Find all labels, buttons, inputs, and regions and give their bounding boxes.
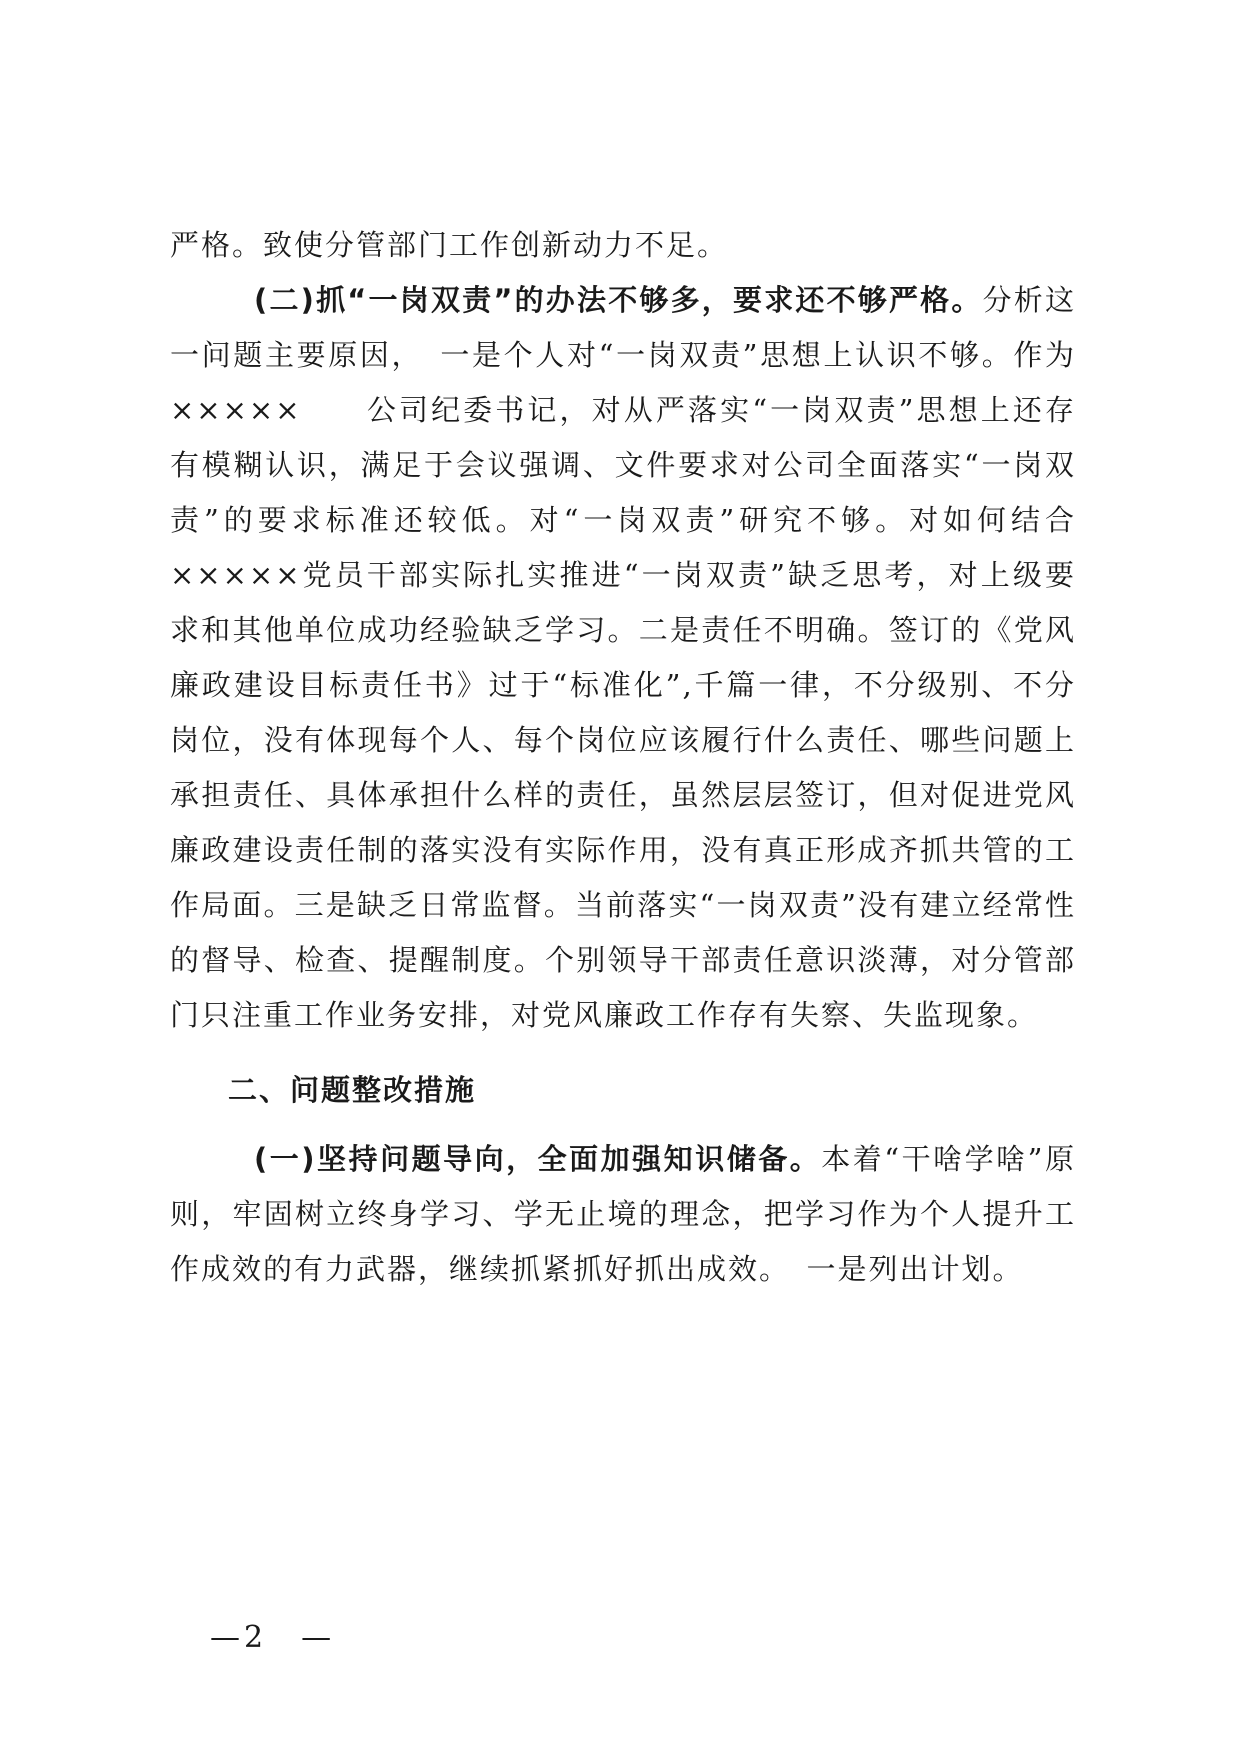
paragraph-text: 严格。致使分管部门工作创新动力不足。 [170, 228, 729, 262]
section-heading: 二、问题整改措施 [228, 1073, 477, 1107]
paragraph-text: 本着“干啥学啥”原则，牢固树立终身学习、学无止境的理念，把学习作为个人提升工作成效的有力武器，继续抓紧抓好抓出成效。 一是列出计划。 [170, 1142, 1076, 1286]
paragraph-measure-1 [170, 1132, 1076, 1297]
paragraph-text: 分析这一问题主要原因， 一是个人对“一岗双责”思想上认识不够。作为××××× 公司纪委书记，对从严落实“一岗双责”思想上还存有模糊认识，满足于会议强调、文件要求对公司全面落实“一岗双责”的要求标准还较低。对“一岗双责”研究不够。对如何结合×××××党员干部实际扎实推进“一岗双责”缺乏思考，对上级要求和其他单位成功经验缺乏学习。二是责任不明确。签订的《党风廉政建设目标责任书》过于“标准化”,千篇一律，不分级别、不分岗位，没有体现每个人、每个岗位应该履行什么责任、哪些问题上承担责任、具体承担什么样的责任，虽然层层签订，但对促进党风廉政建设责任制的落实没有实际作用，没有真正形成齐抓共管的工作局面。三是缺乏日常监督。当前落实“一岗双责”没有建立经常性的督导、检查、提醒制度。个别领导干部责任意识淡薄，对分管部门只注重工作业务安排，对党风廉政工作存有失察、失监现象。 [170, 283, 1076, 1032]
document-body [170, 218, 1076, 1297]
paragraph-lead-heading: (一)坚持问题导向，全面加强知识储备。 [254, 1142, 822, 1176]
paragraph-continuation [170, 218, 1076, 273]
page-number: —2 — [210, 1620, 336, 1655]
paragraph-lead-heading: (二)抓“一岗双责”的办法不够多，要求还不够严格。 [254, 283, 983, 317]
paragraph-section-2 [170, 273, 1076, 1043]
